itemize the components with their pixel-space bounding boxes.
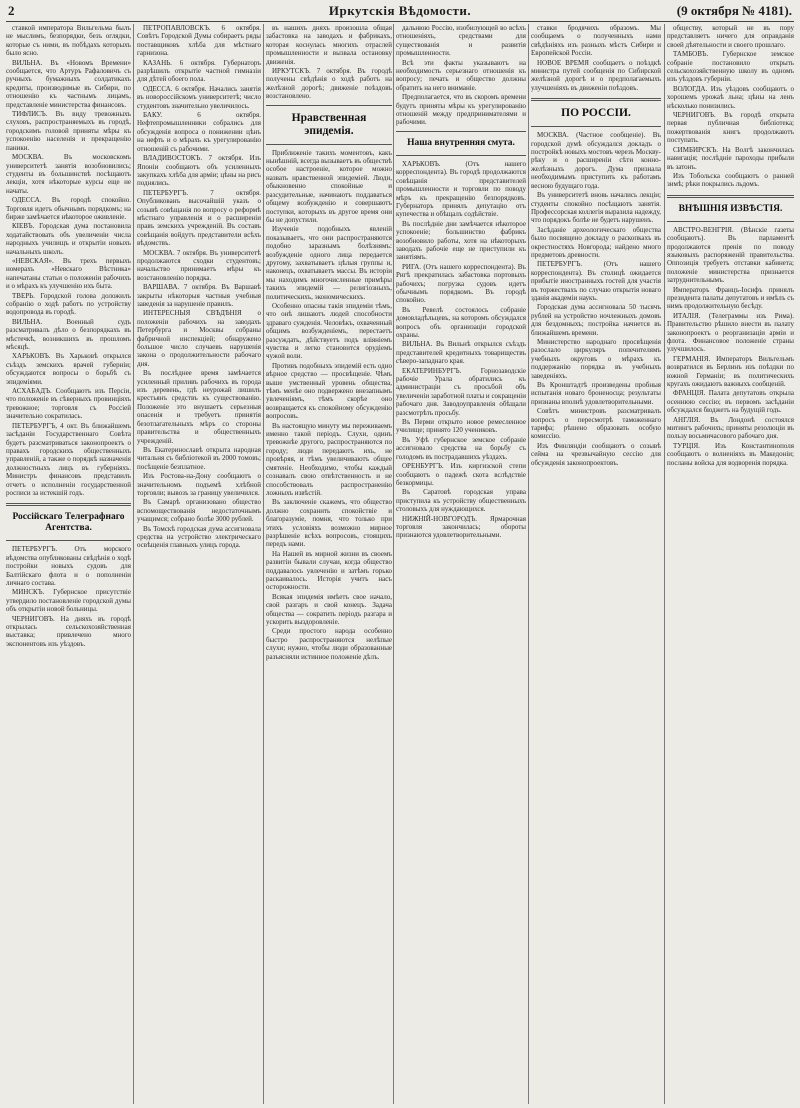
article-paragraph: ПЕТЕРБУРГЪ. Отъ морского вѣдомства опубликованы свѣдѣнія о ходѣ постройки новыхъ судовъ для Балтійскаго флота и о пополненіи личнаго состава. [6, 545, 131, 587]
article-paragraph: Засѣданіе археологическаго общества было посвящено докладу о раскопкахъ въ окрестностяхъ Новгорода; найдено много предметовъ древности. [531, 225, 661, 259]
article-paragraph: МОСКВА. 7 октября. Въ университетѣ продолжаются сходки студентовъ; начальство принимаетъ мѣры къ возстановленію порядка. [137, 248, 261, 282]
article-paragraph: Въ Уфѣ губернское земское собраніе ассигновало средства на борьбу съ голодомъ въ пострадавшихъ уѣздахъ. [396, 435, 526, 461]
column-1 [6, 24, 131, 1104]
article-paragraph: На Нашей въ мирной жизни въ своемъ развитіи бывали случаи, когда общество поддавалось увлеченію и затѣмъ горько раскаивалось. Исторія учитъ насъ осторожности. [266, 549, 392, 592]
epidemics-heading: Нравственная эпидемія. [291, 111, 367, 137]
article-paragraph: Въ Екатеринославѣ открыта народная читальня съ библіотекой въ 2000 томовъ; посѣщеніе безплатное. [137, 445, 261, 471]
article-paragraph: ВИЛЬНА. Въ «Новомъ Времени» сообщается, что Артуръ Рафаловичъ съ ручныхъ бумажныхъ солдатикахъ кредиты, производимые въ Сибири, по отношенію къ частнымъ лицамъ, представленіе министерства финансовъ. [6, 58, 131, 109]
column-2-text [137, 24, 261, 550]
column-4-text-upper [396, 24, 526, 127]
article-paragraph: Изъ Ростова-на-Дону сообщаютъ о значительномъ подъемѣ хлѣбной торговли; вывозъ за границу увеличился. [137, 472, 261, 497]
column-5 [531, 24, 661, 1104]
article-paragraph: ГЕРМАНІЯ. Императоръ Вильгельмъ возвратился въ Берлинъ изъ поѣздки по южной Германіи; въ политическихъ кругахъ ожидаютъ важныхъ сообщеній. [667, 354, 794, 389]
column-6-text-upper [667, 24, 794, 189]
foreign-news-heading: ВНѢШНІЯ ИЗВѢСТІЯ. [678, 203, 783, 214]
article-paragraph: ПЕТЕРБУРГЪ, 4 окт. Въ ближайшемъ засѣданіи Государственнаго Совѣта будетъ разсматриваться законопроектъ о правахъ городскихъ общественныхъ управленій, а также о порядкѣ назначенія должностныхъ лицъ въ губерніяхъ. Министръ финансовъ представилъ отчетъ о исполненіи государственной росписи за истекшій годъ. [6, 421, 131, 497]
column-divider [263, 24, 264, 1104]
article-paragraph: Въ заключеніе скажемъ, что общество должно сохранить спокойствіе и благоразуміе, помня, что только при этихъ условіяхъ возможно мирное разрѣшеніе всѣхъ вопросовъ, стоящихъ передъ нами. [266, 498, 392, 549]
article-paragraph: ТУРЦІЯ. Изъ Константинополя сообщаютъ о волненіяхъ въ Македоніи; посланы войска для водворенія порядка. [667, 441, 794, 467]
section-rule [6, 540, 131, 541]
article-paragraph: Изъ Тобольска сообщаютъ о ранней зимѣ; рѣки покрылись льдомъ. [667, 171, 794, 189]
article-paragraph: ЧЕРНИГОВЪ. На дняхъ въ городѣ открылась сельскохозяйственная выставка; привлечено много экспонентовъ изъ уѣздовъ. [6, 614, 131, 648]
column-4 [396, 24, 526, 1104]
article-paragraph: ВИЛЬНА. Въ Вильнѣ открылся съѣздъ представителей кредитныхъ товариществъ сѣверо-западнаго края. [396, 340, 526, 366]
article-paragraph: ПЕТРОПАВЛОВСКЪ. 6 октября. Совѣтъ Городской Думы собираетъ ряды поставщиковъ хлѣба для мѣстнаго гарнизона. [137, 24, 261, 58]
column-divider [528, 24, 529, 1104]
article-paragraph: АНГЛІЯ. Въ Лондонѣ состоялся митингъ рабочихъ; приняты резолюціи въ пользу восьмичасового рабочаго дня. [667, 415, 794, 441]
article-paragraph: ФРАНЦІЯ. Палата депутатовъ открыла осеннюю сессію; въ первомъ засѣданіи обсуждался бюджетъ на будущій годъ. [667, 389, 794, 415]
column-3 [266, 24, 392, 1104]
column-6 [667, 24, 794, 1104]
article-paragraph: Совѣтъ министровъ разсматривалъ вопросъ о пересмотрѣ таможеннаго тарифа; рѣшено образовать особую комиссію. [531, 407, 661, 441]
article-paragraph: ставки бродячихъ образомъ. Мы сообщаемъ о полученныхъ нами свѣдѣніяхъ изъ разныхъ мѣстъ Сибири и Европейской Россіи. [531, 24, 661, 58]
article-paragraph: Изъ Финляндіи сообщаютъ о созывѣ сейма на чрезвычайную сессію для обсужденія законопроектовъ. [531, 441, 661, 467]
article-paragraph: ВИЛЬНА. Военный судъ разсматривалъ дѣло о безпорядкахъ въ мѣстечкѣ, возникшихъ въ прошломъ мѣсяцѣ. [6, 317, 131, 352]
section-rule [266, 105, 392, 106]
article-paragraph: дальнюю Россію, изобилующей во всѣхъ отношеніяхъ, средствами для существованія и развитія промышленности. [396, 24, 526, 58]
article-paragraph: АСХАБАДЪ. Сообщаютъ изъ Персіи, что положеніе въ сѣверныхъ провинціяхъ тревожное; торговля съ Россіей значительно сократилась. [6, 387, 131, 421]
article-paragraph: МОСКВА. (Частное сообщеніе). Въ городской думѣ обсуждался докладъ о постройкѣ новыхъ мостовъ черезъ Москву-рѣку и о расширеніи сѣти конно-желѣзныхъ дорогъ. Дума признала необходимымъ приступить къ работамъ весною будущаго года. [531, 131, 661, 190]
section-rule [667, 195, 794, 198]
internal-turmoil-heading: Наша внутренняя смута. [407, 137, 515, 148]
column-divider [393, 24, 394, 1104]
article-paragraph: Особенно опасны такія эпидеміи тѣмъ, что онѣ лишаютъ людей способности здраваго сужденія. Человѣкъ, охваченный общимъ возбужденіемъ, перестаетъ разсуждать, дѣйствуетъ подъ вліяніемъ чувства и легко становится орудіемъ чужой воли. [266, 301, 392, 361]
article-paragraph: ЧЕРНИГОВЪ. Въ городѣ открыта первая публичная библіотека; пожертвованія книгъ продолжаютъ поступать. [667, 111, 794, 145]
column-5-text-upper [531, 24, 661, 92]
column-1-text-lower [6, 545, 131, 648]
newspaper-title: Иркутскія Вѣдомости. [328, 3, 472, 18]
column-3-text-lower [266, 149, 392, 661]
article-paragraph: ВАРШАВА. 7 октября. Въ Варшавѣ закрыты нѣкоторыя частныя учебныя заведенія за нарушеніе правилъ. [137, 283, 261, 308]
article-paragraph: Предполагается, что въ скоромъ времени будутъ приняты мѣры къ урегулированію отношеній между предпринимателями и рабочими. [396, 93, 526, 127]
article-paragraph: ОДЕССА. 6 октября. Начались занятія въ новороссійскомъ университетѣ; число студентовъ значительно увеличилось. [137, 84, 261, 110]
article-paragraph: Императоръ Францъ-Іосифъ принялъ президента палаты депутатовъ и имѣлъ съ нимъ продолжительную бесѣду. [667, 285, 794, 311]
article-paragraph: ИНТЕРЕСНЫЯ СВѢДѢНІЯ о положеніи рабочихъ на заводахъ Петербурга и Москвы собраны фабричной инспекціей; обнаружено большое число случаевъ нарушенія закона о продолжительности рабочаго дня. [137, 309, 261, 368]
article-paragraph: ОРЕНБУРГЪ. Изъ киргизской степи сообщаютъ о падежѣ скота вслѣдствіе безкормицы. [396, 462, 526, 487]
article-paragraph: РИГА. (Отъ нашего корреспондента). Въ Ригѣ прекратилась забастовка портовыхъ рабочихъ; погрузка судовъ идетъ обычнымъ порядкомъ. Въ городѣ спокойно. [396, 262, 526, 305]
article-paragraph: БАКУ. 6 октября. Нефтепромышленники собрались для обсужденія вопроса о понижении цѣнъ на нефть и о мѣрахъ къ урегулированію отношеній съ рабочими. [137, 111, 261, 153]
section-rule [396, 131, 526, 132]
page-number: 2 [8, 3, 15, 18]
article-paragraph: ТАМБОВЪ. Губернское земское собраніе постановило открыть сельскохозяйственную школу въ одномъ изъ уѣздовъ губерніи. [667, 50, 794, 84]
article-paragraph: ИТАЛІЯ. (Телеграммы изъ Рима). Правительство рѣшило внести въ палату законопроектъ о реорганизаціи арміи и флота. Финансовое положеніе страны улучшилось. [667, 311, 794, 354]
column-6-text-lower [667, 226, 794, 467]
article-paragraph: МИНСКЪ. Губернское присутствіе утвердило постановленіе городской думы объ открытіи новой больницы. [6, 588, 131, 614]
article-paragraph: Въ Перми открыто новое ремесленное училище; принято 120 учениковъ. [396, 418, 526, 435]
article-paragraph: Изученіе подобныхъ явленій показываетъ, что они распространяются подобно заразнымъ болѣзнямъ: возбужденіе одного лица передается другому, захватываетъ цѣлыя группы и, наконецъ, охватываетъ массы. Въ исторіи мы находимъ многочисленные примѣры такихъ эпидемій — религіозныхъ, политическихъ, экономическихъ. [266, 225, 392, 301]
article-paragraph: ИРКУТСКЪ. 7 октября. Въ городѣ получены свѣдѣнія о ходѣ работъ на желѣзной дорогѣ; движеніе поѣздовъ возстановлено. [266, 67, 392, 101]
article-paragraph: ХАРЬКОВЪ. (Отъ нашего корреспондента). Въ городѣ продолжаются совѣщанія представителей промышленности и торговли по поводу мѣръ къ прекращенію безпорядковъ. Губернаторъ принялъ депутацію отъ купечества и обѣщалъ содѣйствіе. [396, 159, 526, 219]
article-paragraph: Всякая эпидемія имѣетъ свое начало, свой разгаръ и свой конецъ. Задача общества — сократить періодъ разгара и ускорить выздоровленіе. [266, 592, 392, 626]
article-paragraph: ВОЛОГДА. Изъ уѣздовъ сообщаютъ о хорошемъ урожаѣ льна; цѣны на ленъ нѣсколько понизились. [667, 84, 794, 110]
article-paragraph: МОСКВА. Въ московскомъ университетѣ занятія возобновились; студенты въ большинствѣ посѣщаютъ лекціи, хотя нѣкоторые курсы еще не начаты. [6, 153, 131, 195]
article-paragraph: ЕКАТЕРИНБУРГЪ. Горнозаводскіе рабочіе Урала обратились къ администраціи съ просьбой объ увеличеніи заработной платы и сокращеніи рабочаго дня. Заводоуправленія обѣщали разсмотрѣть просьбу. [396, 366, 526, 417]
article-paragraph: «НЕВСКАЯ». Въ трехъ первыхъ номерахъ «Невскаго Вѣстника» напечатаны статьи о положеніи рабочихъ и о мѣрахъ къ улучшенію ихъ быта. [6, 256, 131, 291]
article-paragraph: Министерство народнаго просвѣщенія разослало циркуляръ попечителямъ учебныхъ округовъ о мѣрахъ къ поддержанію порядка въ учебныхъ заведеніяхъ. [531, 338, 661, 380]
article-paragraph: ОДЕССА. Въ городѣ спокойно. Торговля идетъ обычнымъ порядкомъ; на бирже замѣчается нѣкоторое оживленіе. [6, 196, 131, 221]
article-paragraph: Въ Томскѣ городская дума ассигновала средства на устройство электрическаго освѣщенія главныхъ улицъ города. [137, 524, 261, 550]
article-paragraph: Въ послѣднее время замѣчается усиленный приливъ рабочихъ въ города изъ деревень, гдѣ неурожай лишилъ крестьянъ средствъ къ существованію. Положеніе это внушаетъ серьезныя опасенія и требуетъ принятія безотлагательныхъ мѣръ со стороны правительства и общественныхъ учрежденій. [137, 369, 261, 445]
article-paragraph: въ нашихъ дняхъ произошла общая забастовка на заводахъ и фабрикахъ, которая коснулась многихъ отраслей промышленности и вызвала остановку движенія. [266, 24, 392, 66]
telegraph-heading: Россійскаго Телеграфнаго Агентства. [12, 512, 125, 534]
article-paragraph: Въ Кронштадтѣ произведены пробныя испытанія новаго броненосца; результаты признаны вполнѣ удовлетворительными. [531, 381, 661, 406]
article-paragraph: ВЛАДИВОСТОКЪ. 7 октября. Изъ Японіи сообщаютъ объ усиленныхъ закупкахъ хлѣба для арміи; цѣны на рисъ поднялись. [137, 154, 261, 188]
article-paragraph: ТИФЛИСЪ. Въ виду тревожныхъ слуховъ, распространяемыхъ въ городѣ, городскимъ головой приняты мѣры къ успокоенію населенія и прекращенію паники. [6, 110, 131, 152]
article-paragraph: СИМБИРСКЪ. На Волгѣ закончилась навигація; послѣдніе пароходы прибыли въ затонъ. [667, 145, 794, 171]
issue-date: (9 октября № 4181). [676, 3, 792, 18]
article-paragraph: ПЕТЕРБУРГЪ. 7 октября. Опубликованъ высочайшій указъ о созывѣ совѣщанія по вопросу о реформѣ мѣстнаго управленія и о расширеніи правъ земскихъ учрежденій. Въ составъ совѣщанія войдутъ представители всѣхъ вѣдомствъ. [137, 188, 261, 248]
article-paragraph: Среди простого народа особенно быстро распространяются нелѣпые слухи; нужно, чтобы люди образованные разъясняли истинное положеніе дѣлъ. [266, 627, 392, 661]
article-paragraph: ПЕТЕРБУРГЪ. (Отъ нашего корреспондента). Въ столицѣ ожидается прибытіе иностранныхъ гостей для участія въ торжествахъ по случаю открытія новаго зданія академіи наукъ. [531, 260, 661, 302]
column-1-text-upper [6, 24, 131, 497]
column-divider [133, 24, 134, 1104]
section-rule [266, 144, 392, 145]
article-paragraph: КІЕВЪ. Городская дума постановила ходатайствовать объ увеличеніи числа народныхъ училищъ и открытіи новыхъ начальныхъ школъ. [6, 222, 131, 256]
section-rule [6, 503, 131, 506]
header-rule [6, 21, 794, 22]
column-divider [664, 24, 665, 1104]
article-paragraph: Въ настоящую минуту мы переживаемъ именно такой періодъ. Слухи, одинъ тревожнѣе другого, распространяются по городу; люди передаютъ ихъ, не провѣряя, и тѣмъ увеличиваютъ общее смятеніе. Необходимо, чтобы каждый сознавалъ свою отвѣтственность и не способствовалъ распространенію ложныхъ извѣстій. [266, 421, 392, 497]
article-paragraph: НОВОЕ ВРЕМЯ сообщаетъ о поѣздкѣ министра путей сообщенія по Сибирской желѣзной дорогѣ и о предполагаемыхъ улучшеніяхъ въ движеніи поѣздовъ. [531, 58, 661, 92]
masthead [0, 0, 800, 20]
column-2 [137, 24, 261, 1104]
article-paragraph: Въ Ревелѣ состоялось собраніе домовладѣльцевъ, на которомъ обсуждался вопросъ объ организаціи городской охраны. [396, 305, 526, 339]
article-paragraph: КАЗАНЬ. 6 октября. Губернаторъ разрѣшилъ открытіе частной гимназіи для дѣтей обоего пола. [137, 58, 261, 84]
article-paragraph: ТВЕРЬ. Городской голова доложилъ собранію о ходѣ работъ по устройству водопровода въ городѣ. [6, 291, 131, 317]
article-paragraph: Въ Самарѣ организовано общество вспомоществованія недостаточнымъ учащимся; собрано болѣе 3000 рублей. [137, 498, 261, 524]
article-paragraph: обществу, который не въ пору представляетъ ничего для оправданія своей дѣятельности и своего прошлаго. [667, 24, 794, 49]
article-paragraph: НИЖНІЙ-НОВГОРОДЪ. Ярмарочная торговля закончилась; обороты признаются удовлетворительными. [396, 514, 526, 540]
column-5-text-lower [531, 131, 661, 467]
article-paragraph: ставкой императора Вильгельма былъ не мыслимъ, безпорядки, безъ оглядки, которые съ ними, въ побѣдахъ которыхъ было ясно. [6, 24, 131, 58]
article-paragraph: Въ Саратовѣ городская управа приступила къ устройству общественныхъ столовыхъ для нуждающихся. [396, 488, 526, 514]
section-rule [531, 126, 661, 127]
section-rule [667, 221, 794, 222]
article-paragraph: Противъ подобныхъ эпидемій есть одно вѣрное средство — просвѣщеніе. Чѣмъ выше умственный уровень общества, тѣмъ менѣе оно подвержено внезапнымъ увлеченіямъ, тѣмъ скорѣе оно возвращается къ спокойному обсужденію вопросовъ. [266, 361, 392, 421]
article-paragraph: Всѣ эти факты указываютъ на необходимость серьезнаго отношенія къ вопросу; печать и общество должны обратить на него вниманіе. [396, 58, 526, 92]
article-paragraph: Въ университетѣ вновь начались лекціи; студенты спокойно посѣщаютъ занятія. Профессорская коллегія выразила надежду, что порядокъ болѣе не будетъ нарушенъ. [531, 191, 661, 225]
russia-heading: ПО РОССІИ. [561, 107, 631, 120]
article-paragraph: Въ послѣдніе дни замѣчается нѣкоторое успокоеніе; большинство фабрикъ возобновило работы, хотя на нѣкоторыхъ заводахъ рабочіе еще не приступили къ занятіямъ. [396, 219, 526, 262]
section-rule [396, 155, 526, 156]
article-paragraph: ХАРЬКОВЪ. Въ Харьковѣ открылся съѣздъ земскихъ врачей губерніи; обсуждаются вопросы о борьбѣ съ эпидеміями. [6, 352, 131, 386]
article-paragraph: АВСТРО-ВЕНГРІЯ. (Вѣнскіе газеты сообщаютъ). Въ парламентѣ продолжаются пренія по поводу языковыхъ распоряженій правительства. Оппозиція требуетъ отставки кабинета; положеніе министерства признается затруднительнымъ. [667, 225, 794, 285]
column-4-text-lower [396, 160, 526, 540]
article-paragraph: Приближеніе такихъ моментовъ, какъ нынѣшній, всегда вызываетъ въ обществѣ особое настроеніе, которое можно назвать нравственной эпидеміей. Люди, обыкновенно спокойные и разсудительные, начинаютъ поддаваться общему возбужденію и совершаютъ поступки, которыхъ въ другое время они бы не допустили. [266, 148, 392, 224]
article-paragraph: Городская дума ассигновала 50 тысячъ рублей на устройство ночлежныхъ домовъ для бездомныхъ; постройка начнется въ ближайшемъ времени. [531, 303, 661, 337]
column-3-text-upper [266, 24, 392, 101]
section-rule [531, 98, 661, 101]
